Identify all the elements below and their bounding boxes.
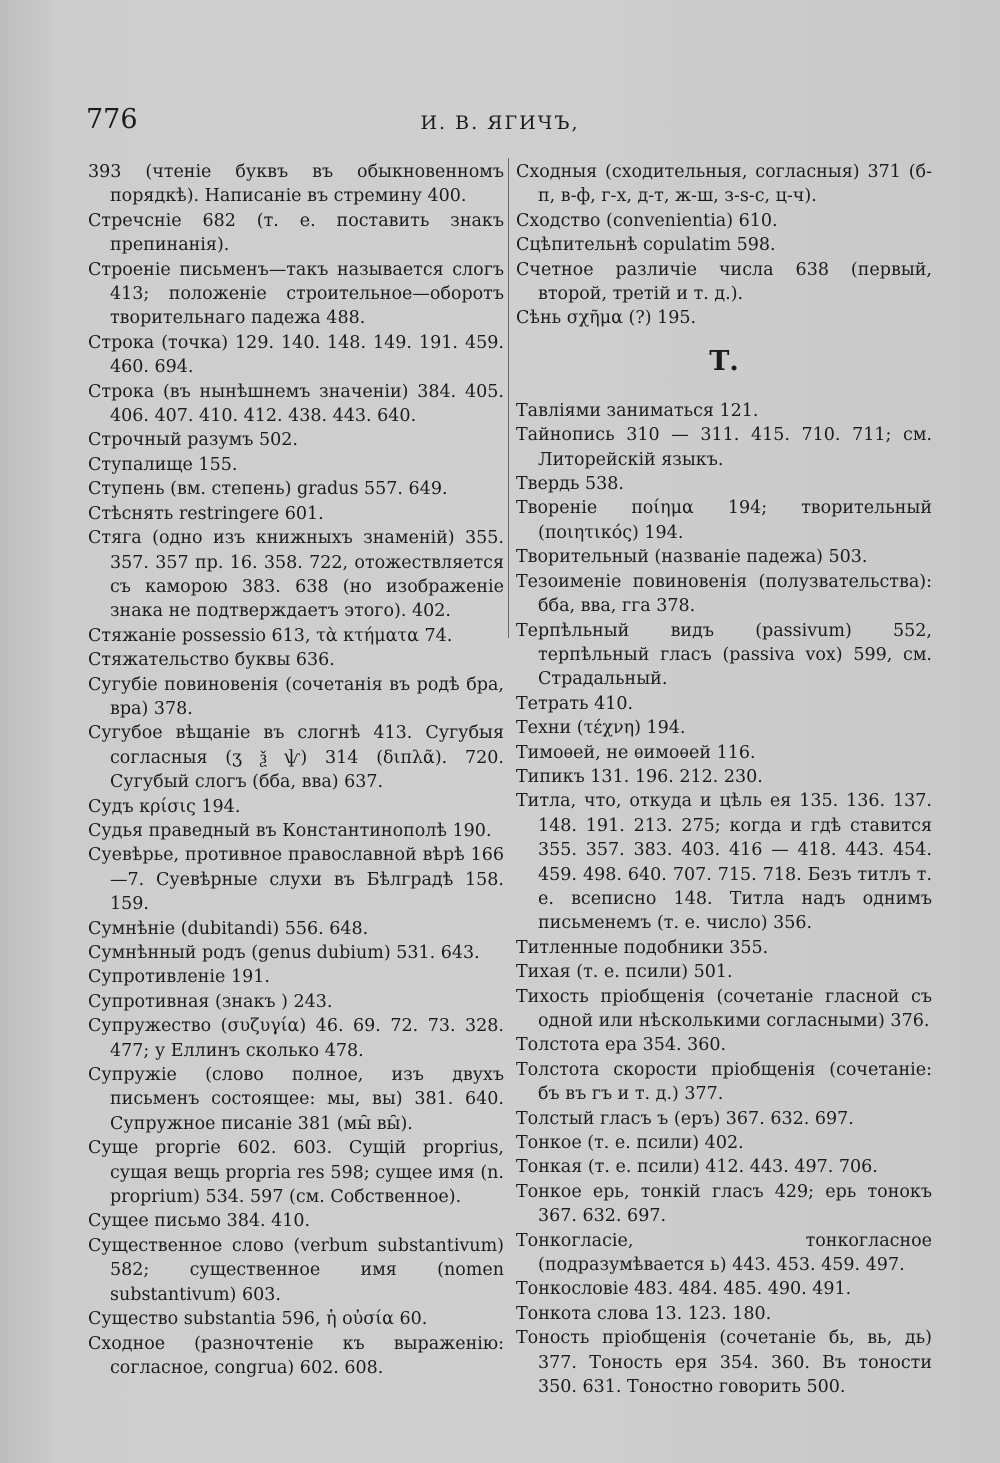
index-entry: Стяжаніе possessio 613, τὰ κτήματα 74. <box>88 625 453 646</box>
index-entry: Типикъ 131. 196. 212. 230. <box>516 766 763 787</box>
right-entries-top <box>516 160 932 331</box>
index-entry: Супротивная (знакъ ) 243. <box>88 991 333 1012</box>
index-entry: Стѣснять restringere 601. <box>88 503 324 524</box>
index-entry: Тетрать 410. <box>516 693 634 714</box>
index-entry: Тавліями заниматься 121. <box>516 400 759 421</box>
index-entry: Сходныя (сходительныя, согласныя) 371 (б-п, в-ф, г-х, д-т, ж-ш, з-ѕ-с, ц-ч). <box>516 162 932 207</box>
index-entry: Сходное (разночтеніе къ выраженію: согласное, congrua) 602. 608. <box>88 1333 504 1378</box>
page-number: 776 <box>86 104 138 135</box>
index-entry: Тезоименіе повиновенія (полузвательства): бба, вва, гга 378. <box>516 571 932 617</box>
index-entry: Титла, что, откуда и цѣль ея 135. 136. 137. 148. 191. 213. 275; когда и гдѣ ставится 355. 357. 383. 403. 416 — 418. 443. 454. 459. 498. 640. 707. 715. 718. Безъ титлъ т. е. всеписно 148. Титла надъ однимъ письменемъ (т. е. число) 356. <box>516 791 932 934</box>
index-entry: Судья праведный въ Константинополѣ 190. <box>88 820 492 841</box>
index-entry: Ступалище 155. <box>88 454 238 475</box>
index-entry: Существо substantia 596, ἡ οὐσία 60. <box>88 1309 428 1330</box>
index-entry: Тонкая (т. е. псили) 412. 443. 497. 706. <box>516 1157 878 1178</box>
index-entry: Ступень (вм. степень) gradus 557. 649. <box>88 479 448 500</box>
index-entry: Тонкое ерь, тонкій гласъ 429; ерь тонокъ 367. 632. 697. <box>516 1181 932 1227</box>
right-column <box>516 160 932 1400</box>
index-entry: Терпѣльный видъ (passivum) 552, терпѣльный гласъ (passiva vox) 599, см. Страдальный. <box>516 620 932 690</box>
index-entry: Тимоѳей, не ѳимоѳей 116. <box>516 742 756 763</box>
index-entry: Сумнѣніе (dubitandi) 556. 648. <box>88 918 369 939</box>
index-entry: Тихая (т. е. псили) 501. <box>516 962 733 983</box>
section-letter: Т. <box>709 345 739 377</box>
index-entry: Существенное слово (verbum substantivum) 582; существенное имя (nomen substantivum) 603. <box>88 1235 504 1305</box>
index-entry: Тонкое (т. е. псили) 402. <box>516 1133 744 1154</box>
index-entry: Тайнопись 310 — 311. 415. 710. 711; см. Литорейскій языкъ. <box>516 425 932 470</box>
column-divider <box>508 158 509 638</box>
index-entry: 393 (чтеніе буквъ въ обыкновенномъ порядкѣ). Написаніе въ стремину 400. <box>88 162 504 207</box>
index-entry: Стяга (одно изъ книжныхъ знаменій) 355. 357. 357 пр. 16. 358. 722, отожествляется съ каморою 383. 638 (но изображеніе знака не подтверждаетъ этого). 402. <box>88 528 504 622</box>
index-entry: Сѣнь σχῆμα (?) 195. <box>516 308 697 329</box>
index-entry: Тонкогласіе, тонкогласное (подразумѣвается ь) 443. 453. 459. 497. <box>516 1230 932 1276</box>
index-entry: Строка (въ нынѣшнемъ значеніи) 384. 405. 406. 407. 410. 412. 438. 443. 640. <box>88 381 504 427</box>
index-entry: Толстый гласъ ъ (еръ) 367. 632. 697. <box>516 1108 854 1129</box>
index-entry: Счетное различіе числа 638 (первый, второй, третій и т. д.). <box>516 259 932 305</box>
left-column <box>88 160 504 1380</box>
index-entry: Сумнѣнный родъ (genus dubium) 531. 643. <box>88 943 480 963</box>
index-entry: Тонкословіе 483. 484. 485. 490. 491. <box>516 1279 852 1300</box>
index-entry: Суевѣрье, противное православной вѣрѣ 166—7. Суевѣрные слухи въ Бѣлградѣ 158. 159. <box>88 845 504 915</box>
index-entry: Техни (τέχνη) 194. <box>516 718 686 739</box>
index-entry: Толстота скорости пріобщенія (сочетаніе: бъ въ гъ и т. д.) 377. <box>516 1059 932 1105</box>
index-entry: Супротивленіе 191. <box>88 967 270 988</box>
index-entry: Сцѣпительнѣ copulatim 598. <box>516 235 776 256</box>
index-entry: Тихость пріобщенія (сочетаніе гласной съ одной или нѣсколькими согласными) 376. <box>516 986 932 1031</box>
index-entry: Супружество (συζυγία) 46. 69. 72. 73. 328. 477; у Еллинъ сколько 478. <box>88 1016 504 1061</box>
index-entry: Сугубое вѣщаніе въ слогнѣ 413. Сугубыя согласныя (ʒ ѯ ѱ) 314 (διπλᾶ). 720. Сугубый слогъ (бба, вва) 637. <box>88 723 504 793</box>
index-entry: Суще proprie 602. 603. Сущій proprius, сущая вещь propria res 598; сущее имя (n. proprium) 534. 597 (см. Собственное). <box>88 1138 504 1208</box>
index-entry: Сущее письмо 384. 410. <box>88 1211 311 1232</box>
index-entry: Тоность пріобщенія (сочетаніе бь, вь, дь) 377. Тоность еря 354. 360. Въ тоности 350. 631. Тоностно говорить 500. <box>516 1328 932 1398</box>
index-entry: Строка (точка) 129. 140. 148. 149. 191. 459. 460. 694. <box>88 332 504 378</box>
index-entry: Стяжательство буквы 636. <box>88 650 335 671</box>
index-entry: Строеніе письменъ—такъ называется слогъ 413; положеніе строительное—оборотъ творительнаго падежа 488. <box>88 259 504 329</box>
index-entry: Судъ κρίσις 194. <box>88 796 241 817</box>
index-entry: Супружіе (слово полное, изъ двухъ письменъ состоящее: мы, вы) 381. 640. Супружное писаніе 381 (мы̑ вы̑). <box>88 1065 504 1134</box>
running-title: И. В. ЯГИЧЪ, <box>420 112 580 134</box>
index-entry: Строчный разумъ 502. <box>88 430 298 451</box>
index-entry: Толстота ера 354. 360. <box>516 1035 727 1056</box>
index-entry: Сходство (convenientia) 610. <box>516 210 778 231</box>
right-entries-bottom <box>516 399 932 1400</box>
index-entry: Стречсніе 682 (т. е. поставить знакъ препинанія). <box>88 210 504 256</box>
index-entry: Титленные подобники 355. <box>516 937 769 958</box>
index-entry: Сугубіе повиновенія (сочетанія въ родѣ бра, вра) 378. <box>88 674 504 719</box>
index-entry: Тонкота слова 13. 123. 180. <box>516 1303 772 1324</box>
index-entry: Твореніе ποίημα 194; творительный (ποιητικός) 194. <box>516 498 932 543</box>
index-entry: Твердь 538. <box>516 474 624 495</box>
index-entry: Творительный (названіе падежа) 503. <box>516 547 868 568</box>
